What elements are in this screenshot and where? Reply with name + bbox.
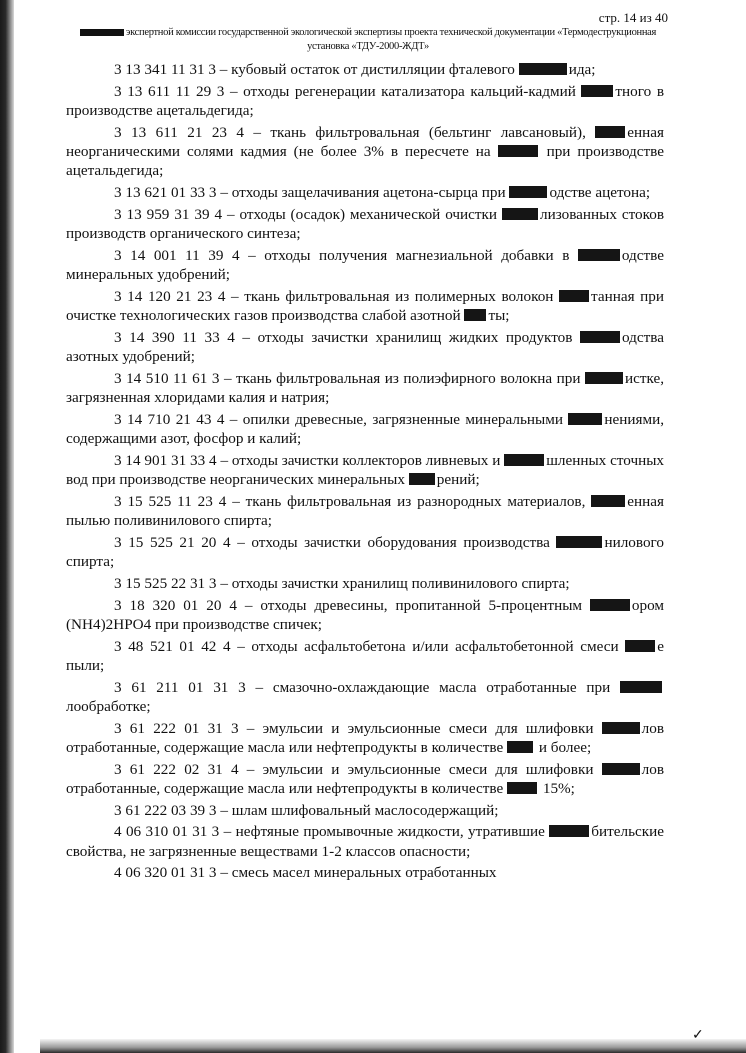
waste-description: – отходы древесины, пропитанной 5-процентным xyxy=(236,596,583,614)
waste-entry xyxy=(66,410,664,448)
waste-entry xyxy=(66,533,664,571)
redaction-mark xyxy=(585,372,623,384)
waste-code: 3 15 525 22 31 3 xyxy=(114,574,217,592)
redaction-mark xyxy=(578,249,620,261)
waste-description: – отходы (осадок) механической очистки xyxy=(222,205,498,223)
waste-description-continued: истке, загрязненная хлоридами калия и натрия; xyxy=(66,369,665,406)
redaction-mark xyxy=(80,29,124,36)
waste-description-continued: ида; xyxy=(568,61,596,78)
waste-description: – отходы зачистки хранилищ жидких продуктов xyxy=(234,328,573,346)
waste-description: – ткань фильтровальная из полиэфирного волокна при xyxy=(219,369,581,387)
waste-entry xyxy=(66,637,664,675)
waste-description: – отходы получения магнезиальной добавки в xyxy=(239,246,570,264)
redaction-mark xyxy=(556,536,602,548)
waste-description-continued: лов отработанные, содержащие масла или нефтепродукты в количестве xyxy=(66,719,665,756)
waste-code: 4 06 320 01 31 3 xyxy=(114,864,217,882)
waste-code: 3 13 959 31 39 4 xyxy=(114,205,223,223)
waste-entry xyxy=(66,205,664,243)
waste-description: – эмульсии и эмульсионные смеси для шлифовки xyxy=(238,760,594,778)
redaction-mark xyxy=(509,186,547,198)
redaction-mark xyxy=(568,413,602,425)
redaction-mark xyxy=(580,331,620,343)
redaction-mark xyxy=(620,681,662,693)
waste-entry xyxy=(66,328,664,366)
waste-description: – отходы зачистки хранилищ поливинилового спирта; xyxy=(216,574,570,592)
redaction-mark xyxy=(519,63,567,75)
waste-code: 3 61 222 02 31 4 xyxy=(114,760,239,778)
redaction-mark xyxy=(559,290,589,302)
waste-code: 3 14 710 21 43 4 xyxy=(114,410,225,428)
waste-code: 3 18 320 01 20 4 xyxy=(114,596,237,614)
waste-description-continued: нениями, содержащими азот, фосфор и калий; xyxy=(66,410,665,447)
scan-left-edge xyxy=(0,0,14,1053)
waste-entry xyxy=(66,760,664,798)
waste-description: – смазочно-охлаждающие масла отработанные при xyxy=(245,678,611,696)
waste-entry xyxy=(66,801,664,820)
waste-code: 3 13 341 11 31 3 xyxy=(114,61,216,78)
waste-code: 3 14 390 11 33 4 xyxy=(114,328,235,346)
redaction-mark xyxy=(498,145,538,157)
waste-description: – шлам шлифовальный маслосодержащий; xyxy=(216,801,499,819)
waste-description: – опилки древесные, загрязненные минеральными xyxy=(224,410,563,428)
waste-code: 3 61 222 01 31 3 xyxy=(114,719,239,737)
waste-code: 3 14 510 11 61 3 xyxy=(114,369,220,387)
waste-description-continued: лообработке; xyxy=(66,697,151,715)
waste-code: 3 14 120 21 23 4 xyxy=(114,287,226,305)
redaction-mark xyxy=(507,782,537,794)
waste-entry xyxy=(66,596,664,634)
waste-description: – нефтяные промывочные жидкости, утратившие xyxy=(219,823,545,841)
waste-description-continued: лов отработанные, содержащие масла или нефтепродукты в количестве xyxy=(66,760,665,797)
waste-description: – отходы регенерации катализатора кальций-кадмий xyxy=(224,82,576,100)
waste-code: 3 61 222 03 39 3 xyxy=(114,801,217,819)
waste-description-continued: при производстве ацетальдегида; xyxy=(66,143,664,180)
waste-description: – отходы зачистки коллекторов ливневых и xyxy=(216,451,501,469)
waste-description-continued: одстве минеральных удобрений; xyxy=(66,246,664,283)
waste-code: 3 48 521 01 42 4 xyxy=(114,637,231,655)
waste-description: – ткань фильтровальная из разнородных материалов, xyxy=(226,492,586,510)
waste-entry xyxy=(66,287,664,325)
waste-code: 3 13 611 21 23 4 xyxy=(114,123,245,141)
redaction-mark xyxy=(549,825,589,837)
redaction-mark xyxy=(590,599,630,611)
waste-description: – отходы зачистки оборудования производства xyxy=(230,533,550,551)
waste-description-continued: и более; xyxy=(535,738,592,756)
waste-entry xyxy=(66,369,664,407)
waste-description: – отходы асфальтобетона и/или асфальтобетонной смеси xyxy=(230,637,619,655)
waste-description: – ткань фильтровальная (бельтинг лавсановый), xyxy=(244,123,586,141)
page-header xyxy=(68,10,668,54)
waste-entry xyxy=(66,123,664,181)
waste-entry xyxy=(66,863,664,882)
waste-code: 3 14 901 31 33 4 xyxy=(114,451,217,469)
redaction-mark xyxy=(602,722,640,734)
redaction-mark xyxy=(504,454,544,466)
redaction-mark xyxy=(625,640,655,652)
redaction-mark xyxy=(464,309,486,321)
waste-description-continued: танная при очистке технологических газов производства слабой азотной xyxy=(66,287,665,324)
scan-bottom-edge xyxy=(40,1039,746,1053)
waste-code: 3 61 211 01 31 3 xyxy=(114,678,246,696)
waste-description-continued: шленных сточных вод при производстве неорганических минеральных xyxy=(66,451,665,488)
waste-code: 3 13 611 11 29 3 xyxy=(114,82,225,100)
waste-entry xyxy=(66,246,664,284)
scan-mark: ✓ xyxy=(692,1028,704,1043)
waste-description-continued: 15%; xyxy=(539,779,575,797)
redaction-mark xyxy=(602,763,640,775)
waste-code: 3 14 001 11 39 4 xyxy=(114,246,240,264)
waste-description: – ткань фильтровальная из полимерных волокон xyxy=(225,287,554,305)
waste-description-continued: енная пылью поливинилового спирта; xyxy=(66,492,665,529)
waste-code: 3 13 621 01 33 3 xyxy=(114,184,217,201)
page-number: стр. 14 из 40 xyxy=(598,10,668,25)
redaction-mark xyxy=(591,495,625,507)
waste-entry xyxy=(66,719,664,757)
redaction-mark xyxy=(581,85,613,97)
redaction-mark xyxy=(502,208,538,220)
waste-description-continued: одства азотных удобрений; xyxy=(66,328,665,365)
header-title-line1: экспертной комиссии государственной экологической экспертизы проекта технической документации «Термодеструкционная xyxy=(68,26,668,40)
document-body xyxy=(66,60,664,883)
waste-description: – смесь масел минеральных отработанных xyxy=(216,864,497,882)
waste-entry xyxy=(66,678,664,716)
redaction-mark xyxy=(409,473,435,485)
waste-description-continued: одстве ацетона; xyxy=(549,184,651,201)
waste-description-continued: ты; xyxy=(488,307,510,324)
redaction-mark xyxy=(507,741,533,753)
waste-description-continued: нилового спирта; xyxy=(66,533,664,570)
waste-description: – эмульсии и эмульсионные смеси для шлифовки xyxy=(238,719,594,737)
waste-code: 4 06 310 01 31 3 xyxy=(114,823,220,841)
waste-entry xyxy=(66,60,664,79)
waste-description-continued: лизованных стоков производств органического синтеза; xyxy=(66,205,665,242)
waste-entry xyxy=(66,82,664,120)
waste-description-continued: енная неорганическими солями кадмия (не более 3% в пересчете на xyxy=(66,123,665,160)
waste-description-continued: рений; xyxy=(436,471,480,488)
header-title-line2: установка «ТДУ-2000-ЖДТ» xyxy=(307,41,429,52)
waste-description-continued: тного в производстве ацетальдегида; xyxy=(66,82,664,119)
waste-entry xyxy=(66,822,664,860)
redaction-mark xyxy=(595,126,625,138)
waste-entry xyxy=(66,183,664,202)
waste-code: 3 15 525 21 20 4 xyxy=(114,533,231,551)
waste-description: – кубовый остаток от дистилляции фталевого xyxy=(215,61,515,78)
waste-entry xyxy=(66,451,664,489)
waste-entry xyxy=(66,574,664,593)
waste-description: – отходы защелачивания ацетона-сырца при xyxy=(216,184,506,201)
waste-description-continued: е пыли; xyxy=(66,637,665,674)
waste-entry xyxy=(66,492,664,530)
waste-description-continued: ором (NH4)2HPO4 при производстве спичек; xyxy=(66,596,665,633)
waste-code: 3 15 525 11 23 4 xyxy=(114,492,227,510)
waste-description-continued: бительские свойства, не загрязненные веществами 1-2 классов опасности; xyxy=(66,823,665,860)
